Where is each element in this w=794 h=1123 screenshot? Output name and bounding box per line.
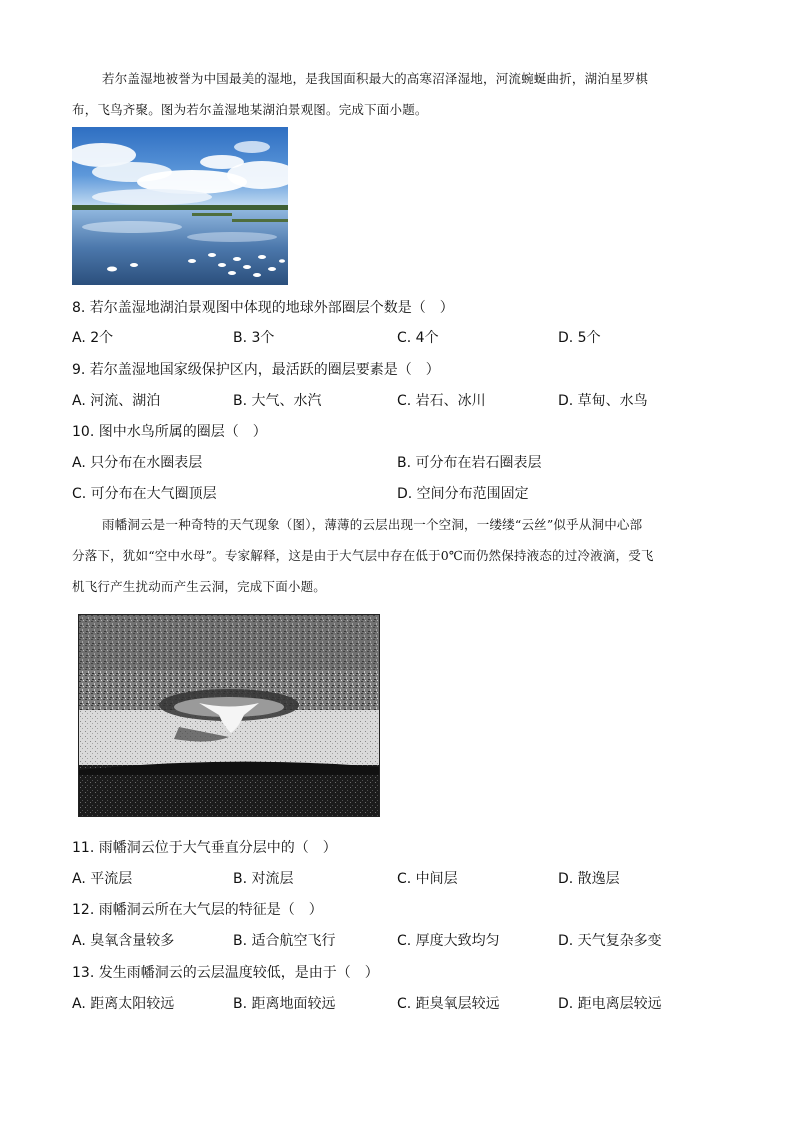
- question-10-option-c: C. 可分布在大气圈顶层: [72, 486, 217, 502]
- question-13-stem: 13. 发生雨幡洞云的云层温度较低，是由于（ ）: [72, 965, 379, 981]
- question-8-option-c: C. 4个: [397, 330, 439, 346]
- question-9-option-d: D. 草甸、水鸟: [558, 393, 648, 409]
- question-13-option-b: B. 距离地面较远: [233, 996, 336, 1012]
- question-12-option-b: B. 适合航空飞行: [233, 933, 336, 949]
- question-12-option-a: A. 臭氧含量较多: [72, 933, 175, 949]
- question-8-option-b: B. 3个: [233, 330, 275, 346]
- passage1-line1: 若尔盖湿地被誉为中国最美的湿地，是我国面积最大的高寒沼泽湿地，河流蜿蜒曲折，湖泊星罗棋: [102, 71, 649, 86]
- question-13-option-a: A. 距离太阳较远: [72, 996, 175, 1012]
- question-10-option-d: D. 空间分布范围固定: [397, 486, 529, 502]
- question-11-stem: 11. 雨幡洞云位于大气垂直分层中的（ ）: [72, 840, 337, 856]
- question-11-option-b: B. 对流层: [233, 871, 294, 887]
- passage2-line3: 机飞行产生扰动而产生云洞，完成下面小题。: [72, 579, 327, 594]
- question-13-option-d: D. 距电离层较远: [558, 996, 662, 1012]
- question-11-option-c: C. 中间层: [397, 871, 458, 887]
- question-10-option-b: B. 可分布在岩石圈表层: [397, 455, 542, 471]
- question-12-stem: 12. 雨幡洞云所在大气层的特征是（ ）: [72, 902, 323, 918]
- question-9-option-c: C. 岩石、冰川: [397, 393, 486, 409]
- question-11-option-a: A. 平流层: [72, 871, 133, 887]
- question-10-option-a: A. 只分布在水圈表层: [72, 455, 203, 471]
- question-9-option-b: B. 大气、水汽: [233, 393, 322, 409]
- question-12-option-d: D. 天气复杂多变: [558, 933, 662, 949]
- question-8-option-d: D. 5个: [558, 330, 601, 346]
- hole-punch-cloud-photo: [78, 614, 380, 817]
- question-8-option-a: A. 2个: [72, 330, 114, 346]
- question-10-stem: 10. 图中水鸟所属的圈层（ ）: [72, 424, 267, 440]
- question-13-option-c: C. 距臭氧层较远: [397, 996, 500, 1012]
- question-12-option-c: C. 厚度大致均匀: [397, 933, 500, 949]
- question-9-option-a: A. 河流、湖泊: [72, 393, 161, 409]
- question-8-stem: 8. 若尔盖湿地湖泊景观图中体现的地球外部圈层个数是（ ）: [72, 300, 454, 316]
- question-11-option-d: D. 散逸层: [558, 871, 620, 887]
- question-9-stem: 9. 若尔盖湿地国家级保护区内，最活跃的圈层要素是（ ）: [72, 362, 440, 378]
- passage2-line1: 雨幡洞云是一种奇特的天气现象（图），薄薄的云层出现一个空洞，一缕缕“云丝”似乎从洞中心部: [102, 517, 643, 532]
- passage2-line2: 分落下，犹如“空中水母”。专家解释，这是由于大气层中存在低于0℃而仍然保持液态的过冷液滴，受飞: [72, 548, 654, 563]
- wetland-lake-photo: [72, 127, 288, 285]
- passage1-line2: 布，飞鸟齐聚。图为若尔盖湿地某湖泊景观图。完成下面小题。: [72, 102, 428, 117]
